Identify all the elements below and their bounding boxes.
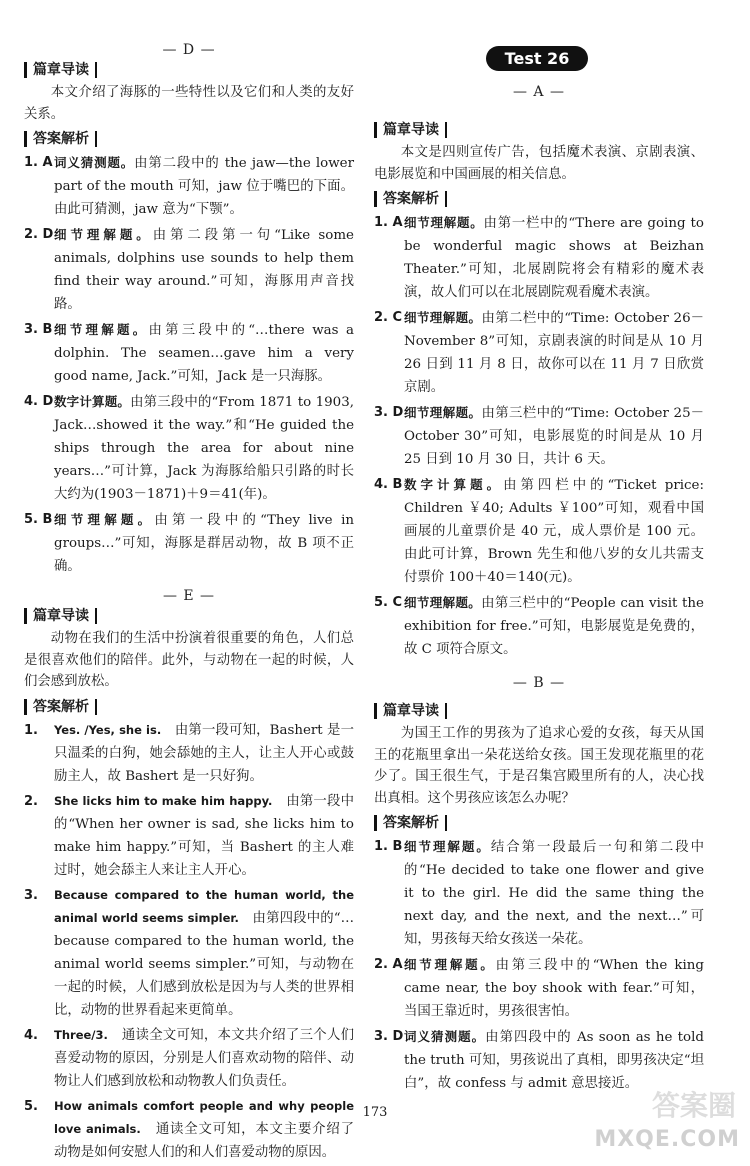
answer-item	[24, 318, 354, 388]
section-d-answer-label: 答案解析	[24, 131, 97, 147]
answer-text: 由第一段中的“They live in groups…”可知，海豚是群居动物，故 B 项不正确。	[54, 513, 354, 574]
section-b-guide-text: 为国王工作的男孩为了追求心爱的女孩，每天从国王的花瓶里拿出一朵花送给女孩。国王发现花瓶里的花少了。国王很生气，于是召集宫殿里所有的人，决心找出真相。这个男孩应该怎么办呢？	[374, 726, 704, 806]
section-e-guide-label: 篇章导读	[24, 608, 97, 624]
watermark: MXQE.COM	[594, 1127, 740, 1152]
answer-number: 3. D	[374, 405, 404, 420]
answer-text: 由第二栏中的“Time: October 26－November 8”可知，京剧表演的时间是从 10 月 26 日到 11 月 8 日，故你可以在 11 月 7 日欣赏京剧。	[404, 311, 704, 395]
answer-item	[374, 473, 704, 589]
answer-type: 细节理解题。	[404, 310, 482, 325]
section-a-answer-label: 答案解析	[374, 191, 447, 207]
right-column	[374, 0, 704, 1097]
section-b-answer-label: 答案解析	[374, 815, 447, 831]
answer-number: 4. B	[374, 477, 403, 492]
answer-type: 词义猜测题。	[54, 155, 135, 170]
answer-type: 细节理解题。	[404, 595, 482, 610]
answer-item	[374, 401, 704, 471]
answer-text: 由第三栏中的“People can visit the exhibition for free.”可知，电影展览是免费的，故 C 项符合原文。	[404, 596, 704, 657]
answer-type: 数字计算题。	[54, 394, 131, 409]
answer-type: 细节理解题。	[404, 215, 484, 230]
answer-number: 2. A	[374, 957, 403, 972]
answer-number: 1. B	[374, 839, 403, 854]
answer-key: She licks him to make him happy.	[54, 793, 273, 808]
answer-item	[24, 884, 354, 1022]
answer-item	[24, 1024, 354, 1093]
answer-text: 由第一栏中的“There are going to be wonderful magic shows at Beizhan Theater.”可知，北展剧院将会有精彩的魔术表演，故人们可以在北展剧院观看魔术表演。	[404, 216, 704, 300]
answer-text: 由第二段第一句“Like some animals, dolphins use sounds to help them find their way around.”可知，海豚用声音找路。	[54, 228, 354, 312]
answer-number: 3. D	[374, 1029, 404, 1044]
answer-type: 细节理解题。	[54, 512, 155, 527]
answer-type: 细节理解题。	[404, 839, 491, 854]
answer-type: 数字计算题。	[404, 477, 504, 492]
section-d-guide-label: 篇章导读	[24, 62, 97, 78]
answer-type: 细节理解题。	[404, 405, 482, 420]
section-e-answer-label: 答案解析	[24, 699, 97, 715]
answer-text: 由第一段中的“When her owner is sad, she licks him to make him happy.”可知，当 Bashert 的主人难过时，她会舔主人来让主人开心。	[54, 793, 354, 878]
answer-number: 2.	[24, 793, 38, 809]
answer-item	[24, 151, 354, 221]
answer-type: 细节理解题。	[404, 957, 496, 972]
answer-text: 由第四段中的 As soon as he told the truth 可知，男孩说出了真相，即男孩决定“坦白”，故 confess 与 admit 意思接近。	[404, 1030, 704, 1091]
section-d-guide-text: 本文介绍了海豚的一些特性以及它们和人类的友好关系。	[24, 85, 354, 122]
answer-number: 1. A	[374, 215, 403, 230]
answer-number: 3. B	[24, 322, 53, 337]
answer-number: 1. A	[24, 155, 53, 170]
answer-number: 4.	[24, 1027, 38, 1043]
answer-type: 细节理解题。	[54, 227, 153, 242]
answer-item	[24, 223, 354, 316]
answer-item	[374, 591, 704, 661]
answer-number: 5. C	[374, 595, 403, 610]
answer-key: Because compared to the human world, the animal world seems simpler.	[54, 887, 354, 925]
answer-text: 由第一段可知，Bashert 是一只温柔的白狗，她会舔她的主人，让主人开心或鼓励主人，故 Bashert 是一只好狗。	[54, 722, 354, 784]
answer-text: 由第三栏中的“Time: October 25－October 30”可知，电影展览的时间是从 10 月 25 日到 10 月 30 日，共计 6 天。	[404, 406, 704, 467]
page-number: 173	[362, 1105, 388, 1120]
answer-type: 细节理解题。	[54, 322, 149, 337]
answer-number: 5.	[24, 1098, 38, 1114]
answer-text: 由第四栏中的“Ticket price: Children ￥40; Adults ￥100”可知，观看中国画展的儿童票价是 40 元，成人票价是 100 元。由此可计算，Brown 先生和他八岁的女儿共需支付票价 100＋40＝140(元)。	[404, 478, 704, 585]
answer-item	[24, 790, 354, 882]
answer-item	[374, 835, 704, 951]
section-e-title: — E —	[162, 588, 216, 604]
section-e-guide-text: 动物在我们的生活中扮演着很重要的角色，人们总是很喜欢他们的陪伴。此外，与动物在一起的时候，人们会感到放松。	[24, 631, 354, 689]
answer-text: 由第三段中的“From 1871 to 1903, Jack…showed it the way.”和“He guided the ships through the area for about nine years…”可计算，Jack 为海豚给船只引路的时长大约为(1903－1871)＋9＝41(年)。	[54, 395, 354, 502]
answer-key: Yes. /Yes, she is.	[54, 722, 162, 737]
answer-item	[24, 1095, 354, 1164]
answer-number: 5. B	[24, 512, 53, 527]
answer-item	[374, 211, 704, 304]
answer-number: 3.	[24, 887, 38, 903]
answer-text: 通读全文可知，本文共介绍了三个人们喜爱动物的原因，分别是人们喜欢动物的陪伴、动物让人们感到放松和动物教人们负责任。	[54, 1027, 355, 1089]
answer-item	[24, 508, 354, 578]
section-a-title: — A —	[512, 84, 565, 100]
answer-item	[24, 390, 354, 506]
answer-text: 由第二段中的 the jaw—the lower part of the mouth 可知，jaw 位于嘴巴的下面。由此可猜测，jaw 意为“下颚”。	[54, 156, 354, 217]
answer-text: 由第三段中的“…there was a dolphin. The seamen…gave him a very good name, Jack.”可知，Jack 是一只海豚。	[54, 323, 354, 384]
answer-key: Three/3.	[54, 1027, 108, 1042]
section-d-title: — D —	[162, 42, 216, 58]
test-badge: Test 26	[486, 46, 588, 71]
answer-item	[374, 953, 704, 1023]
section-a-guide-label: 篇章导读	[374, 122, 447, 138]
left-column	[24, 0, 354, 1166]
answer-type: 词义猜测题。	[404, 1029, 486, 1044]
answer-number: 1.	[24, 722, 38, 738]
answer-text: 由第三段中的“When the king came near, the boy shook with fear.”可知，当国王靠近时，男孩很害怕。	[404, 958, 704, 1019]
answer-text: 由第四段中的“…because compared to the human world, the animal world seems simpler.”可知，与动物在一起的时候，人们感到放松是因为与人类的世界相比，动物的世界看起来更简单。	[54, 910, 355, 1018]
answer-text: 结合第一段最后一句和第二段中的“He decided to take one flower and give it to the girl. He did the same thing the next day, and the next, and the next…”可知，男孩每天给女孩送一朵花。	[404, 840, 704, 947]
answer-number: 4. D	[24, 394, 54, 409]
answer-item	[374, 306, 704, 399]
watermark-cn: 答案圈	[651, 1089, 736, 1122]
answer-text: 通读全文可知，本文主要介绍了动物是如何安慰人们的和人们喜爱动物的原因。	[54, 1121, 355, 1160]
section-b-title: — B —	[512, 675, 566, 691]
answer-item	[24, 719, 354, 788]
section-b-guide-label: 篇章导读	[374, 703, 447, 719]
section-a-answers	[374, 211, 704, 661]
section-d-answers	[24, 151, 354, 578]
section-b-answers	[374, 835, 704, 1095]
section-e-answers	[24, 719, 354, 1164]
answer-key: How animals comfort people and why people love animals.	[54, 1098, 354, 1136]
answer-number: 2. C	[374, 310, 403, 325]
answer-number: 2. D	[24, 227, 54, 242]
section-a-guide-text: 本文是四则宣传广告，包括魔术表演、京剧表演、电影展览和中国画展的相关信息。	[374, 145, 704, 182]
